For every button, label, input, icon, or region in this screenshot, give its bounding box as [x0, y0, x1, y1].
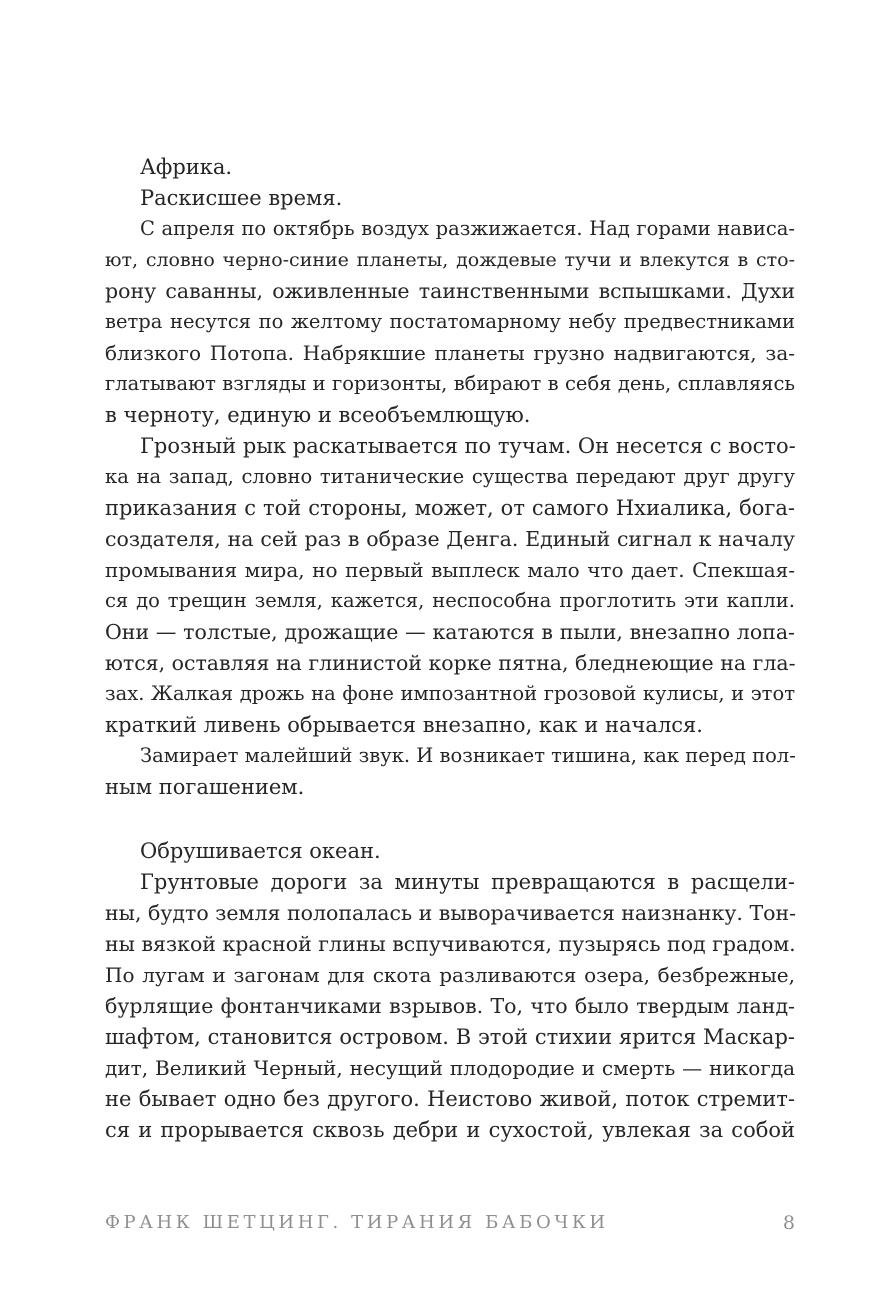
- text-line: бурлящие фонтанчиками взрывов. То, что было твердым ланд-: [105, 994, 795, 1018]
- page-footer: [105, 1208, 795, 1238]
- text-line: близкого Потопа. Набрякшие планеты грузно надвигаются, за-: [105, 341, 795, 365]
- text-line: ся до трещин земля, кажется, неспособна проглотить эти капли.: [105, 589, 795, 612]
- text-line: ют, словно черно-синие планеты, дождевые тучи и влекутся в сто-: [105, 249, 795, 271]
- text-line: По лугам и загонам для скота разливаются озера, безбрежные,: [105, 963, 795, 987]
- text-line: дит, Великий Черный, несущий плодородие и смерть — никогда: [105, 1056, 795, 1080]
- text-line: рону саванны, оживленные таинственными вспышками. Духи: [105, 279, 795, 303]
- running-title: ФРАНК ШЕТЦИНГ. ТИРАНИЯ БАБОЧКИ: [105, 1212, 609, 1233]
- text-line: шафтом, становится островом. В этой стихии ярится Маскар-: [105, 1025, 795, 1049]
- text-line: ка на запад, словно титанические существа передают друг другу: [105, 465, 795, 488]
- text-line: Раскисшее время.: [140, 186, 343, 210]
- text-line: ным погашением.: [105, 775, 305, 799]
- text-line: Африка.: [140, 155, 233, 179]
- text-line: ветра несутся по желтому постатомарному небу предвестниками: [105, 310, 795, 333]
- text-line: в черноту, единую и всеобъемлющую.: [105, 403, 531, 427]
- text-line: зах. Жалкая дрожь на фоне импозантной грозовой кулисы, и этот: [105, 682, 795, 705]
- page-number: 8: [782, 1212, 795, 1234]
- text-line: создателя, на сей раз в образе Денга. Единый сигнал к началу: [105, 527, 795, 551]
- text-line: ны, будто земля полопалась и выворачивается наизнанку. Тон-: [105, 901, 797, 925]
- text-line: Обрушивается океан.: [140, 839, 381, 863]
- text-line: приказания с той стороны, может, от самого Нхиалика, бога-: [105, 496, 795, 520]
- text-line: ся и прорывается сквозь дебри и сухостой, увлекая за собой: [105, 1118, 795, 1142]
- text-line: не бывает одно без другого. Неистово живой, поток стремит-: [105, 1087, 795, 1111]
- text-line: краткий ливень обрывается внезапно, как и начался.: [105, 713, 703, 737]
- text-line: промывания мира, но первый выплеск мало что дает. Спекшая-: [105, 558, 795, 582]
- text-line: глатывают взгляды и горизонты, вбирают в себя день, сплавляясь: [105, 372, 795, 395]
- text-line: ны вязкой красной глины вспучиваются, пузырясь под градом.: [105, 932, 796, 956]
- text-line: Грозный рык раскатывается по тучам. Он несется с восто-: [140, 434, 796, 458]
- text-line: Замирает малейший звук. И возникает тишина, как перед пол-: [140, 744, 796, 767]
- text-line: Грунтовые дороги за минуты превращаются в расщели-: [140, 870, 795, 894]
- text-line: С апреля по октябрь воздух разжижается. Над горами нависа-: [140, 217, 795, 240]
- text-line: Они — толстые, дрожащие — катаются в пыли, внезапно лопа-: [105, 620, 795, 644]
- text-line: ются, оставляя на глинистой корке пятна, бледнеющие на гла-: [105, 651, 796, 675]
